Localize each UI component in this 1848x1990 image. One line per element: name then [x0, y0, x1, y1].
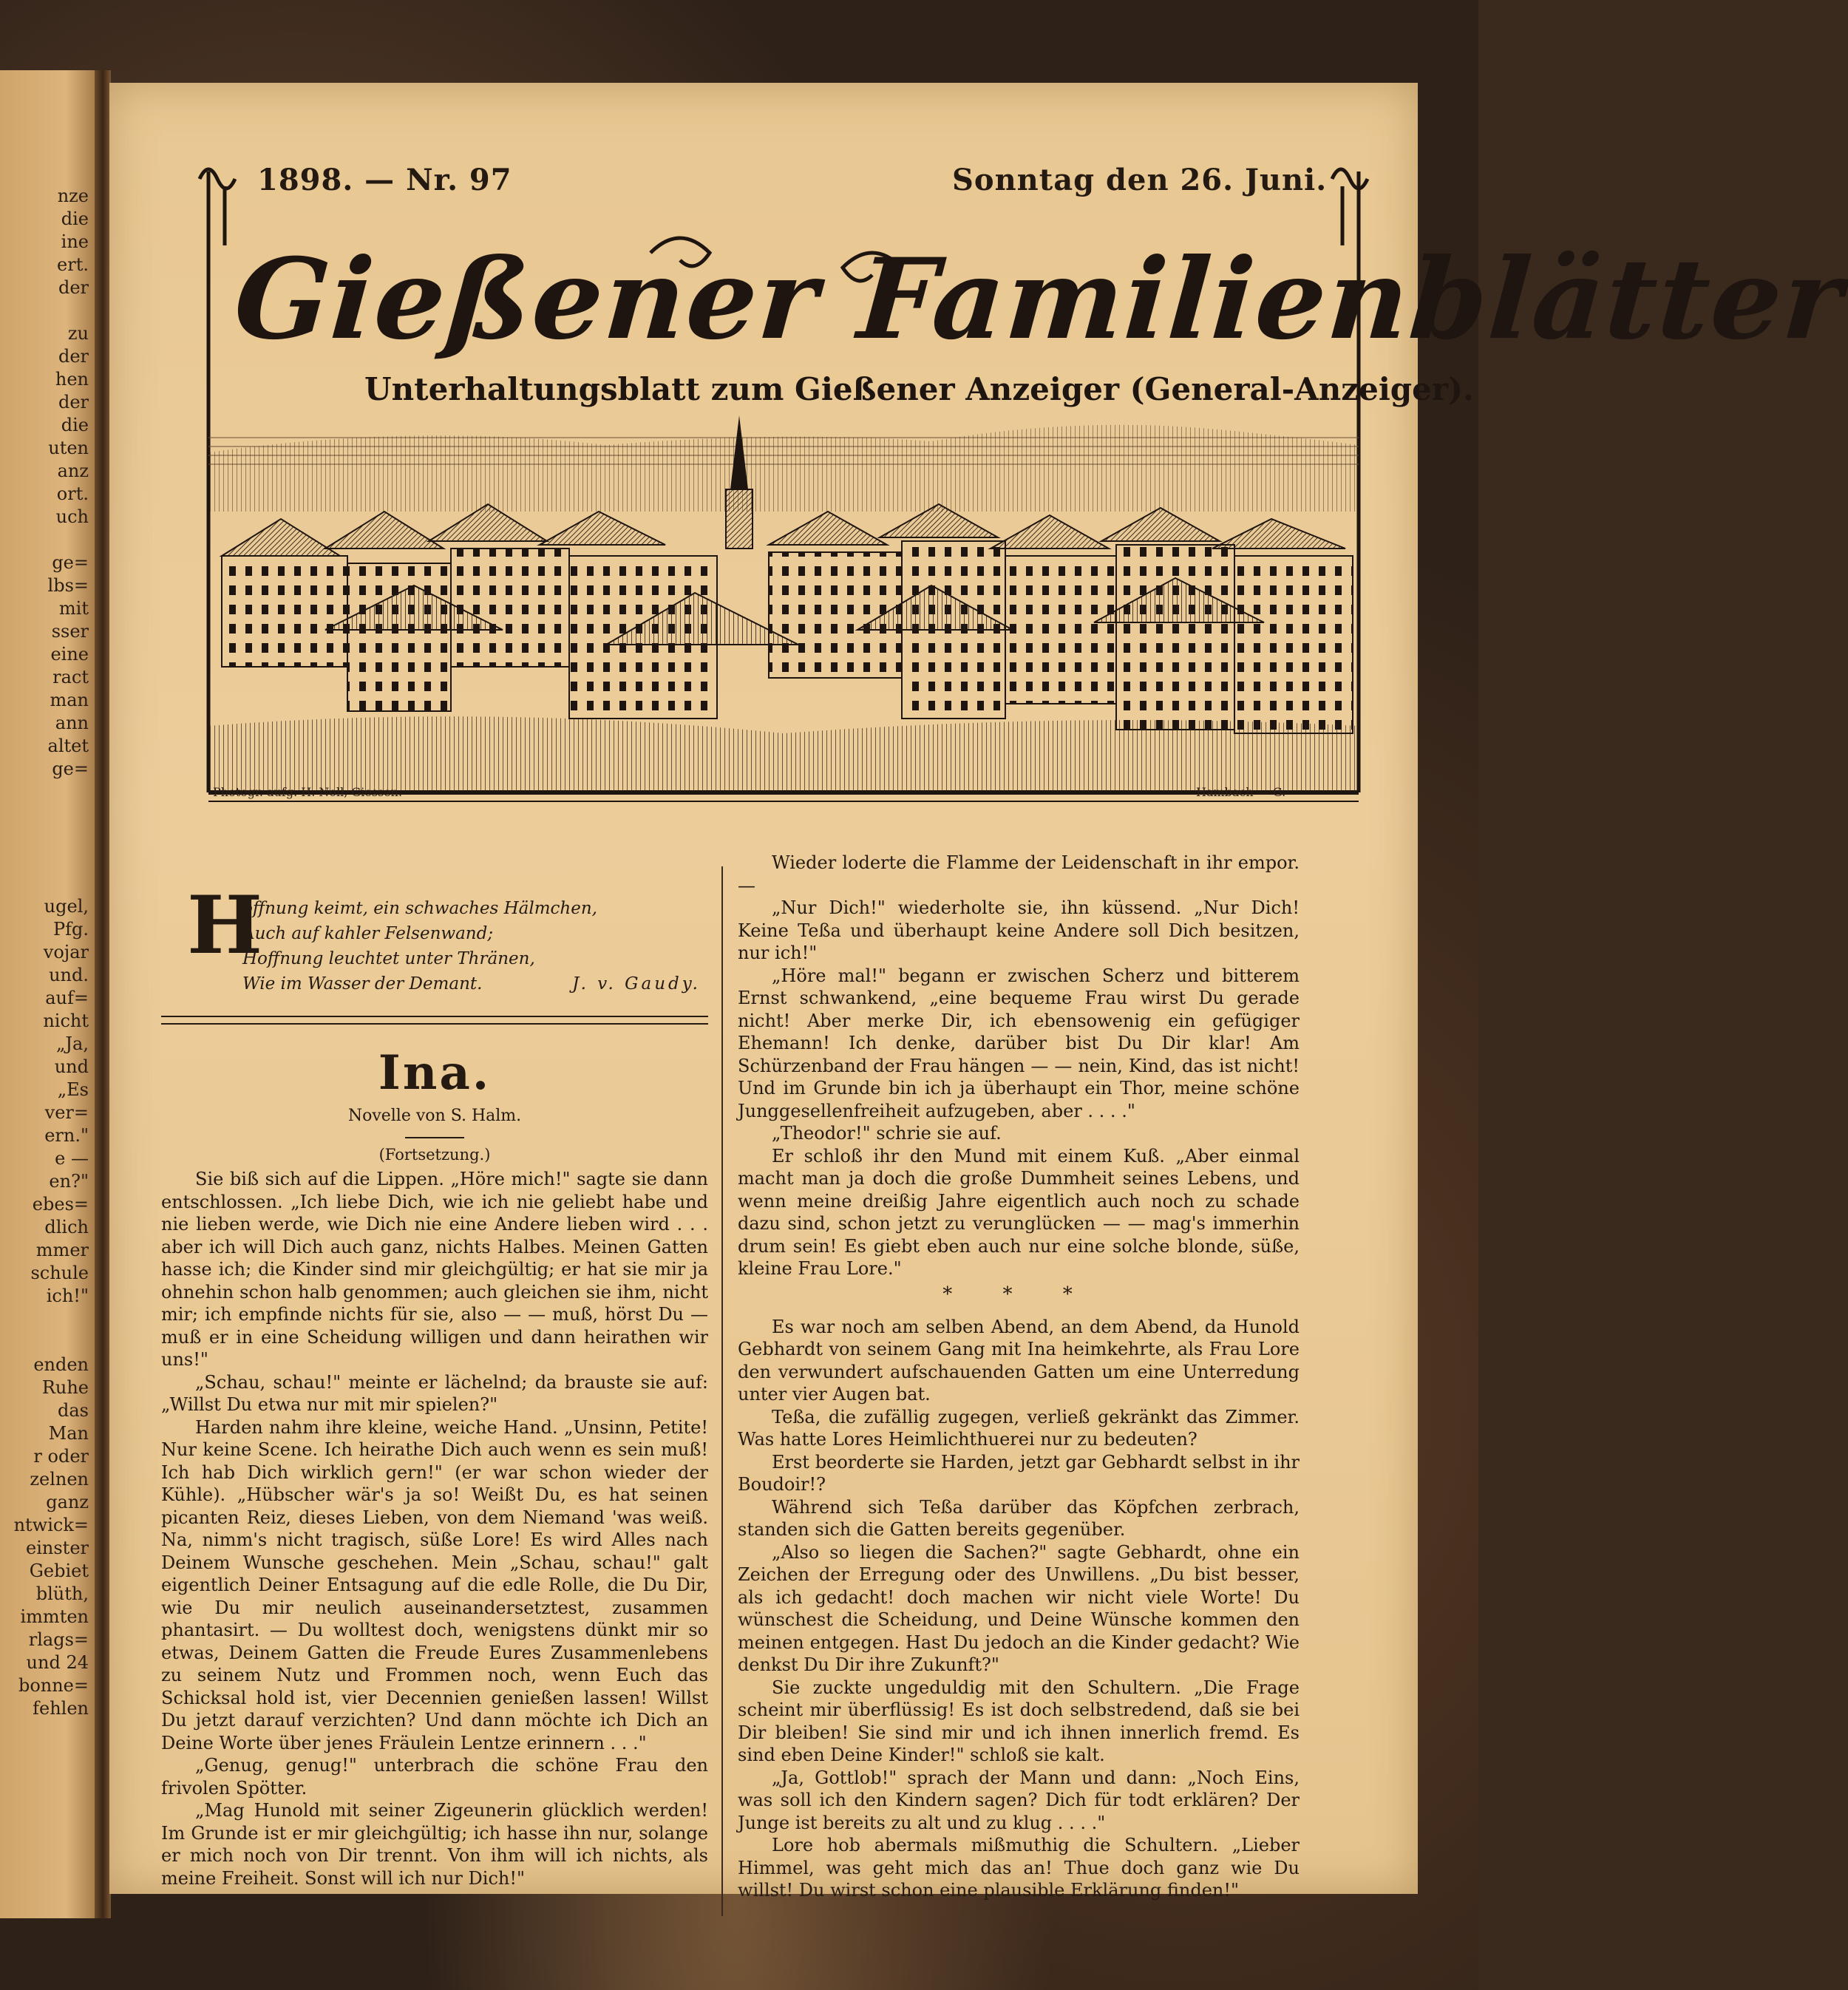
story-paragraph: Sie zuckte ungeduldig mit den Schultern. „Die Frage scheint mir überflüssig! Es ist doch selbstredend, daß sie bei Dir bleiben! Sie sind mir und ich ihnen innerlich fremd. Es sind eben Deine Kinder!" schloß sie kalt.: [738, 1677, 1300, 1765]
story-paragraph: „Genug, genug!" unterbrach die schöne Frau den frivolen Spötter.: [161, 1755, 708, 1799]
left-column: [161, 852, 708, 1889]
motto-author: J. v. Gaudy.: [572, 974, 701, 994]
story-paragraph: „Ja, Gottlob!" sprach der Mann und dann: „Noch Eins, was soll ich den Kindern sagen? Dich für todt erklären? Der Junge ist bereits zu alt und zu klug . . . .": [738, 1767, 1300, 1833]
facing-page-text-fragment: nze: [57, 186, 89, 206]
facing-page-text-fragment: schule: [30, 1263, 89, 1283]
story-paragraph: Lore hob abermals mißmuthig die Schultern. „Lieber Himmel, was geht mich das an! Thue doch ganz wie Du willst! Du wirst schon eine plausible Erklärung finden!": [738, 1835, 1300, 1901]
facing-page-text-fragment: en?": [49, 1171, 89, 1192]
section-separator: * * *: [942, 1283, 1095, 1305]
facing-page-text-fragment: uch: [55, 506, 89, 527]
facing-page-text-fragment: ebes=: [32, 1194, 89, 1215]
facing-page-text-fragment: ich!": [46, 1286, 89, 1306]
facing-page-text-fragment: nicht: [43, 1011, 89, 1031]
section-rule: [161, 1016, 708, 1025]
facing-page-text-fragment: und.: [49, 965, 89, 985]
facing-page-text-fragment: immten: [20, 1606, 89, 1627]
facing-page-text-fragment: Ruhe: [41, 1377, 89, 1398]
facing-page-text-fragment: der: [58, 346, 89, 367]
story-paragraph: Harden nahm ihre kleine, weiche Hand. „Unsinn, Petite! Nur keine Scene. Ich heirathe Dich auch wenn es sein muß! Ich hab Dich wirklich gern!" (er war schon wieder der Kühle). „Hübscher wär's ja so! Weißt Du, es hat seinen picanten Reiz, dieses Lieben, von dem Niemand 'was weiß. Na, nimm's nicht tragisch, süße Lore! Es wird Alles nach Deinem Wunsche geschehen. Mein „Schau, schau!" galt eigentlich Deiner Entsagung auf die edle Rolle, die Du Dir, wie Du mir neulich auseinandersetztest, zusammen phantasirt. — Du wolltest doch, wenigstens dünkt mir so etwas, Deinem Gatten die Freude Eures Zusammenlebens zu seinem Nutz und Frommen noch, wenn Euch das Schicksal hold ist, vier Decennien genießen lassen! Willst Du jetzt darauf verzichten? Und dann möchte ich Dich an Deine Worte über jenes Fräulein Lentze erinnern . . .": [161, 1416, 708, 1753]
facing-page-text-fragment: hen: [55, 369, 89, 390]
story-paragraph: „Also so liegen die Sachen?" sagte Gebhardt, ohne ein Zeichen der Erregung oder des Unwillens. „Du bist besser, als ich gedacht! doch machen wir nicht viele Worte! Du wünschest die Scheidung, und Deine Wünsche kommen den meinen entgegen. Hast Du jedoch an die Kinder gedacht? Wie denkst Du Dir ihre Zukunft?": [738, 1541, 1300, 1675]
engraver-credit: Hambach — G.: [1196, 785, 1286, 799]
story-subtitle: Novelle von S. Halm.: [347, 1107, 522, 1125]
facing-page-text-fragment: mit: [58, 598, 89, 619]
story-paragraph: Wieder loderte die Flamme der Leidenschaft in ihr empor. —: [738, 852, 1300, 896]
newspaper-page: [109, 83, 1848, 1901]
facing-page-text-fragment: dlich: [44, 1217, 89, 1237]
photo-credit: Photogr. aufg. H. Noll, Giessen.: [213, 785, 403, 799]
facing-page-text-fragment: ract: [52, 667, 89, 687]
facing-page-text-fragment: mmer: [35, 1240, 89, 1260]
facing-page-text-fragment: „Ja,: [56, 1033, 89, 1054]
story-paragraph: Während sich Teßa darüber das Köpfchen zerbrach, standen sich die Gatten bereits gegenüber.: [738, 1496, 1300, 1540]
issue-number: 1898. — Nr. 97: [257, 163, 512, 197]
facing-page-text-fragment: ge=: [52, 552, 89, 573]
facing-page-text-fragment: zu: [67, 323, 89, 344]
facing-page-text-fragment: ort.: [56, 483, 89, 504]
facing-page-text-fragment: Man: [48, 1423, 89, 1444]
masthead-title: Gießener Familienblätter: [230, 234, 1848, 364]
facing-page-text-fragment: ugel,: [44, 896, 89, 917]
facing-page-text-fragment: r oder: [33, 1446, 89, 1467]
facing-page-text-fragment: ge=: [52, 758, 89, 779]
facing-page-text-fragment: und: [54, 1056, 89, 1077]
story-title: Ina.: [378, 1045, 492, 1101]
facing-page-text-fragment: man: [50, 690, 89, 710]
facing-page-text-fragment: zelnen: [30, 1469, 89, 1490]
story-paragraph: „Schau, schau!" meinte er lächelnd; da brauste sie auf: „Willst Du etwa nur mit mir spielen?": [161, 1371, 708, 1415]
column-divider: [721, 866, 723, 1916]
facing-page-text-fragment: ert.: [57, 254, 89, 275]
motto-initial: H: [187, 879, 263, 972]
facing-page-text-fragment: „Es: [57, 1079, 89, 1100]
right-column: [738, 852, 1300, 1902]
motto-line: offnung keimt, ein schwaches Hälmchen,: [242, 899, 597, 918]
facing-page-text-fragment: das: [58, 1400, 89, 1421]
story-paragraph: „Nur Dich!" wiederholte sie, ihn küssend. „Nur Dich! Keine Teßa und überhaupt keine Andere soll Dich besitzen, nur ich!": [738, 897, 1300, 963]
facing-page-text-fragment: vojar: [43, 942, 89, 962]
facing-page-text-fragment: auf=: [45, 988, 89, 1008]
facing-page-text-fragment: altet: [47, 736, 89, 756]
facing-page-text-fragment: fehlen: [33, 1698, 89, 1719]
facing-page-text-fragment: eine: [50, 644, 89, 665]
facing-page-text-fragment: ganz: [46, 1492, 89, 1512]
facing-page-text-fragment: bonne=: [18, 1675, 89, 1696]
facing-page-text-fragment: ine: [61, 231, 89, 252]
facing-page-text-fragment: die: [61, 415, 89, 435]
facing-page-text-fragment: einster: [26, 1538, 89, 1558]
facing-page-text-fragment: die: [61, 208, 89, 229]
story-paragraph: „Theodor!" schrie sie auf.: [772, 1123, 1002, 1144]
facing-page-edge: [0, 70, 95, 1918]
facing-page-text-fragment: ann: [55, 713, 89, 733]
facing-page-text-fragment: ntwick=: [13, 1515, 89, 1535]
facing-page-text-fragment: sser: [51, 621, 89, 642]
facing-page-text-fragment: und 24: [26, 1652, 89, 1673]
motto-line: Auch auf kahler Felsenwand;: [242, 924, 494, 943]
facing-page-text-fragment: e —: [55, 1148, 89, 1169]
facing-page-text-fragment: der: [58, 392, 89, 412]
issue-date: Sonntag den 26. Juni.: [952, 163, 1328, 197]
continuation-note: (Fortsetzung.): [378, 1146, 491, 1164]
motto-line: Wie im Wasser der Demant.: [242, 974, 483, 994]
facing-page-text-fragment: anz: [57, 461, 89, 481]
facing-page-text-fragment: rlags=: [28, 1629, 89, 1650]
facing-page-text-fragment: uten: [48, 438, 89, 458]
story-paragraph: Es war noch am selben Abend, an dem Abend, da Hunold Gebhardt von seinem Gang mit Ina heimkehrte, als Frau Lore den verwundert aufschauenden Gatten um eine Unterredung unter vier Augen bat.: [738, 1316, 1300, 1405]
story-paragraph: „Höre mal!" begann er zwischen Scherz und bitterem Ernst schwankend, „eine bequeme Frau wirst Du gerade nicht! Aber merke Dir, ich ebensowenig ein gefügiger Ehemann! Ich denke, darüber bist Du Dir klar! Am Schürzenband der Frau hängen — — nein, Kind, das ist nicht! Und im Grunde bin ich ja überhaupt ein Thor, meine schöne Junggesellenfreiheit aufzugeben, aber . . . .": [738, 965, 1300, 1121]
book-gutter: [95, 70, 111, 1918]
facing-page-text-fragment: blüth,: [35, 1583, 89, 1604]
facing-page-text-fragment: Gebiet: [29, 1561, 89, 1581]
facing-page-text-fragment: enden: [33, 1354, 89, 1375]
city-engraving-image: [192, 408, 1375, 792]
short-rule: [405, 1137, 464, 1138]
facing-page-text-fragment: ver=: [44, 1102, 89, 1123]
story-paragraph: Sie biß sich auf die Lippen. „Höre mich!" sagte sie dann entschlossen. „Ich liebe Dich, wie ich nie geliebt habe und nie lieben werde, wie Dich nie eine Andere lieben wird . . . aber ich will Dich auch ganz, nichts Halbes. Meinen Gatten hasse ich; die Kinder sind mir gleichgültig; er hat sie mir ja ohnehin schon halb genommen; auch gleichen sie ihm, nicht mir; ich empfinde nichts für sie, also — — muß, hörst Du — muß er in eine Scheidung willigen und dann heirathen wir uns!": [161, 1169, 708, 1370]
story-paragraph: Erst beorderte sie Harden, jetzt gar Gebhardt selbst in ihr Boudoir!?: [738, 1451, 1300, 1495]
facing-page-text-fragment: ern.": [44, 1125, 89, 1146]
story-paragraph: Er schloß ihr den Mund mit einem Kuß. „Aber einmal macht man ja doch die große Dummheit seines Lebens, und wenn meine dreißig Jahre eigentlich auch noch zu schade dazu sind, schon jetzt zu verunglücken — — mag's immerhin drum sein! Es giebt eben auch nur eine solche blonde, süße, kleine Frau Lore.": [738, 1145, 1300, 1279]
motto-line: Hoffnung leuchtet unter Thränen,: [242, 949, 535, 968]
facing-page-text-fragment: der: [58, 277, 89, 298]
facing-page-text-fragment: lbs=: [47, 575, 89, 596]
facing-page-text-fragment: Pfg.: [52, 919, 89, 940]
masthead-subtitle: Unterhaltungsblatt zum Gießener Anzeiger (General-Anzeiger).: [364, 371, 1474, 407]
motto: [187, 879, 701, 996]
story-paragraph: Teßa, die zufällig zugegen, verließ gekränkt das Zimmer. Was hatte Lores Heimlichthuerei nur zu bedeuten?: [738, 1406, 1300, 1450]
story-paragraph: „Mag Hunold mit seiner Zigeunerin glücklich werden! Im Grunde ist er mir gleichgültig; ich hasse ihn nur, solange er mich noch von Dir trennt. Von ihm will ich nichts, als meine Freiheit. Sonst will ich nur Dich!": [161, 1800, 708, 1889]
